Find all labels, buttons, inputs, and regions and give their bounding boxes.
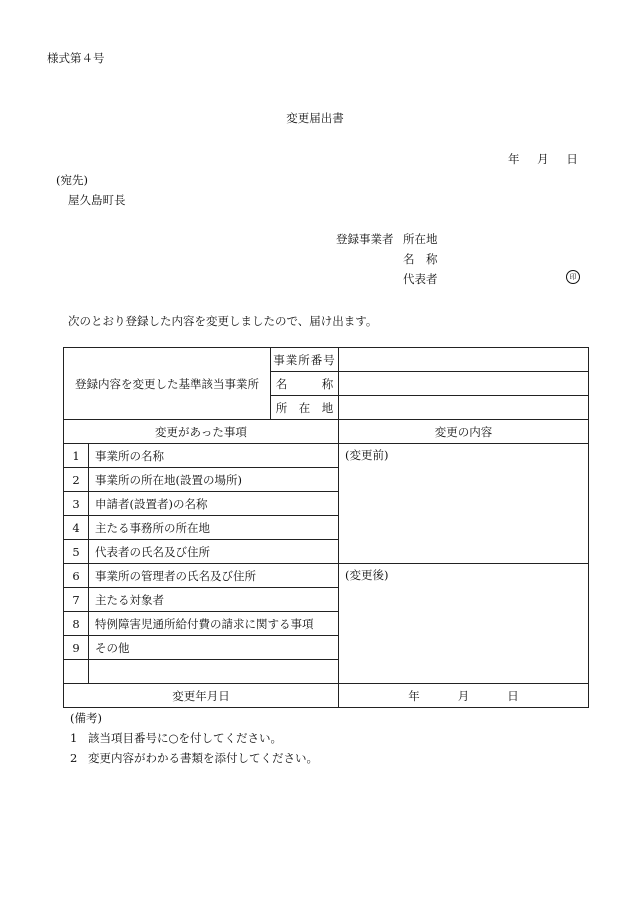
item-label: 事業所の管理者の氏名及び住所 — [89, 564, 339, 588]
item-number: 1 — [64, 444, 89, 468]
item-number: 7 — [64, 588, 89, 612]
document-title: 変更届出書 — [286, 111, 344, 125]
item-number: 9 — [64, 636, 89, 660]
note-item — [70, 750, 318, 766]
date-day: 日 — [566, 152, 578, 166]
item-label: 主たる事務所の所在地 — [89, 516, 339, 540]
date-month: 月 — [537, 152, 549, 166]
change-date-field[interactable] — [339, 684, 589, 708]
item-label: 主たる対象者 — [89, 588, 339, 612]
addressee-name: 屋久島町長 — [68, 193, 126, 207]
item-number — [64, 660, 89, 684]
item-number: 4 — [64, 516, 89, 540]
item-number: 8 — [64, 612, 89, 636]
after-change-label: (変更後) — [345, 568, 389, 582]
item-number: 2 — [64, 468, 89, 492]
change-date-day: 日 — [507, 688, 519, 703]
item-number: 5 — [64, 540, 89, 564]
item-number: 6 — [64, 564, 89, 588]
applicant-label: 登録事業者 — [336, 232, 394, 246]
applicant-name-label: 名 称 — [403, 252, 438, 266]
facility-header: 登録内容を変更した基準該当事業所 — [64, 348, 271, 420]
changed-items-header: 変更があった事項 — [64, 420, 339, 444]
table-row — [64, 444, 589, 468]
note-text: 該当項目番号に○を付してください。 — [88, 731, 283, 745]
item-label: その他 — [89, 636, 339, 660]
item-label: 事業所の名称 — [89, 444, 339, 468]
item-label: 特例障害児通所給付費の請求に関する事項 — [89, 612, 339, 636]
item-label: 代表者の氏名及び住所 — [89, 540, 339, 564]
change-date-label: 変更年月日 — [64, 684, 339, 708]
change-date-month: 月 — [457, 688, 470, 703]
submission-date — [508, 151, 578, 167]
item-label: 申請者(設置者)の名称 — [89, 492, 339, 516]
table-row — [64, 564, 589, 588]
item-label — [89, 660, 339, 684]
change-form-table — [63, 347, 589, 708]
change-date-year: 年 — [408, 688, 420, 703]
seal-icon: 印 — [566, 270, 580, 284]
date-year: 年 — [508, 152, 520, 166]
form-number: 様式第４号 — [47, 51, 105, 65]
facility-name-label: 名 称 — [271, 372, 339, 396]
facility-location-label: 所 在 地 — [271, 396, 339, 420]
before-change-field[interactable] — [339, 444, 589, 564]
table-row — [64, 684, 589, 708]
table-row — [64, 348, 589, 372]
table-row — [64, 420, 589, 444]
intro-text: 次のとおり登録した内容を変更しましたので、届け出ます。 — [68, 314, 378, 328]
item-number: 3 — [64, 492, 89, 516]
facility-location-field[interactable] — [339, 396, 589, 420]
facility-name-field[interactable] — [339, 372, 589, 396]
note-text: 変更内容がわかる書類を添付してください。 — [88, 751, 318, 765]
note-number: 2 — [70, 751, 78, 765]
before-change-label: (変更前) — [345, 448, 389, 462]
after-change-field[interactable] — [339, 564, 589, 684]
facility-number-field[interactable] — [339, 348, 589, 372]
applicant-location-label: 所在地 — [403, 232, 438, 246]
applicant-representative-label: 代表者 — [403, 272, 438, 286]
change-content-header: 変更の内容 — [339, 420, 589, 444]
note-item — [70, 730, 282, 746]
facility-number-label: 事業所番号 — [271, 348, 339, 372]
item-label: 事業所の所在地(設置の場所) — [89, 468, 339, 492]
note-number: 1 — [70, 731, 78, 745]
addressee-label: (宛先) — [56, 173, 88, 187]
notes-label: (備考) — [70, 711, 102, 725]
